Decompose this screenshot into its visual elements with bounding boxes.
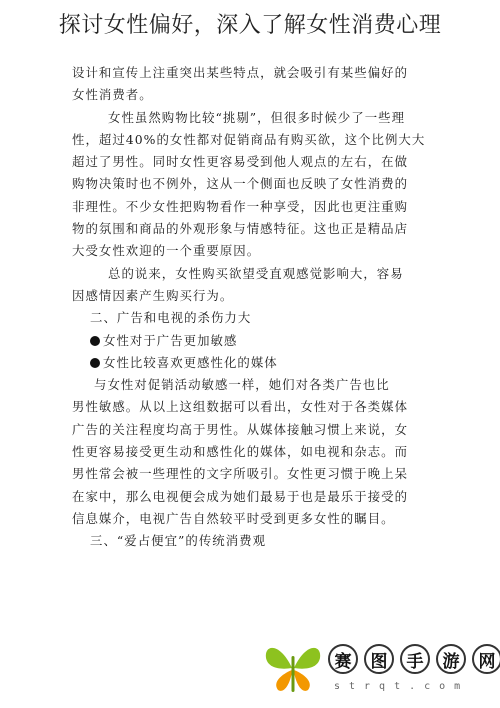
line-text: 广告的关注程度均高于男性。从媒体接触习惯上来说，女	[72, 421, 409, 437]
watermark-domain: strqt.com	[334, 681, 470, 692]
line-text: 在家中，那么电视便会成为她们最易于也是最乐于接受的	[72, 488, 409, 504]
text-line	[72, 441, 428, 463]
text-line	[72, 107, 428, 129]
text-line	[72, 285, 428, 307]
text-line	[72, 84, 428, 106]
text-line	[72, 151, 428, 173]
text-line	[72, 263, 428, 285]
text-line	[72, 419, 428, 441]
line-text: 女性消费者。	[72, 87, 153, 103]
line-text: 二、广告和电视的杀伤力大	[90, 310, 252, 326]
line-text: 女性比较喜欢更感性化的媒体	[103, 354, 278, 370]
line-text: 女性对于广告更加敏感	[103, 332, 238, 348]
watermark-name	[328, 644, 500, 674]
text-line	[72, 486, 428, 508]
butterfly-logo-icon	[262, 638, 324, 696]
line-text: 男性常会被一些理性的文字所吸引。女性更习惯于晚上呆	[72, 466, 409, 482]
watermark-char: 手	[400, 644, 430, 674]
section-heading	[72, 530, 428, 552]
line-text: 男性敏感。从以上这组数据可以看出，女性对于各类媒体	[72, 399, 409, 415]
line-text: 性，超过40%的女性都对促销商品有购买欲，这个比例大大	[72, 131, 426, 147]
text-line	[72, 173, 428, 195]
site-watermark	[262, 632, 494, 702]
line-text: 性更容易接受更生动和感性化的媒体，如电视和杂志。而	[72, 444, 409, 460]
page-title: 探讨女性偏好，深入了解女性消费心理	[58, 12, 442, 38]
line-text: 三、“爱占便宜”的传统消费观	[90, 533, 267, 549]
document-body	[72, 62, 428, 553]
text-line	[72, 129, 428, 151]
line-text: 因感情因素产生购买行为。	[72, 287, 234, 303]
bullet-item	[72, 352, 428, 374]
text-line	[72, 62, 428, 84]
text-line	[72, 374, 428, 396]
line-text: 非理性。不少女性把购物看作一种享受，因此也更注重购	[72, 198, 409, 214]
line-text: 设计和宣传上注重突出某些特点，就会吸引有某些偏好的	[72, 65, 409, 80]
watermark-char: 图	[364, 644, 394, 674]
line-text: 物的氛围和商品的外观形象与情感特征。这也正是精品店	[72, 221, 409, 237]
line-text: 超过了男性。同时女性更容易受到他人观点的左右，在做	[72, 154, 409, 170]
bullet-icon	[90, 336, 100, 346]
text-line	[72, 196, 428, 218]
line-text: 大受女性欢迎的一个重要原因。	[72, 243, 261, 259]
bullet-item	[72, 330, 428, 352]
section-heading	[72, 307, 428, 329]
text-line	[72, 240, 428, 262]
text-line	[72, 396, 428, 418]
text-line	[72, 508, 428, 530]
line-text: 女性虽然购物比较“挑剔”，但很多时候少了一些理	[108, 109, 406, 125]
line-text: 与女性对促销活动敏感一样，她们对各类广告也比	[94, 377, 390, 393]
text-line	[72, 463, 428, 485]
line-text: 总的说来，女性购买欲望受直观感觉影响大，容易	[108, 265, 404, 281]
watermark-char: 赛	[328, 644, 358, 674]
bullet-icon	[90, 358, 100, 368]
watermark-char: 游	[436, 644, 466, 674]
line-text: 购物决策时也不例外，这从一个侧面也反映了女性消费的	[72, 176, 409, 192]
line-text: 信息媒介，电视广告自然较平时受到更多女性的瞩目。	[72, 510, 395, 526]
watermark-char: 网	[472, 644, 500, 674]
text-line	[72, 218, 428, 240]
